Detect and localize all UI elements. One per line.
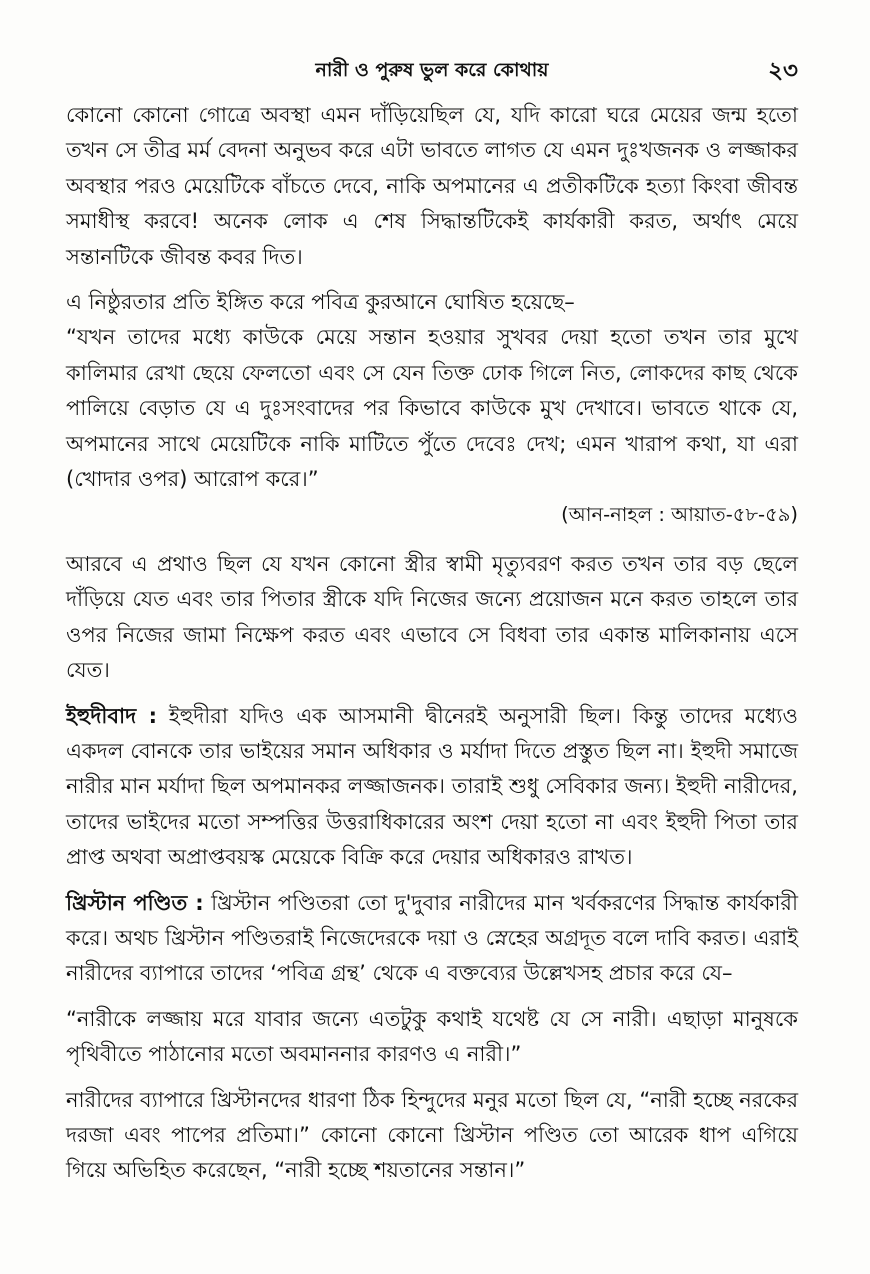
quran-citation: (আন-নাহল : আয়াত-৫৮-৫৯) xyxy=(561,503,798,527)
paragraph-christian-views: নারীদের ব্যাপারে খ্রিস্টানদের ধারণা ঠিক হিন্দুদের মনুর মতো ছিল যে, “নারী হচ্ছে নরকের দরজা এবং পাপের প্রতিমা।” কোনো কোনো খ্রিস্টান পণ্ডিত তো আরেক ধাপ এগিয়ে গিয়ে অভিহিত করেছেন, “নারী হচ্ছে শয়তানের সন্তান।” xyxy=(66,1087,798,1183)
quran-intro: এ নিষ্ঠুরতার প্রতি ইঙ্গিত করে পবিত্র কুরআনে ঘোষিত হয়েছে– xyxy=(66,290,575,315)
paragraph-judaism xyxy=(66,699,798,876)
paragraph-judaism-text: ইহুদীরা যদিও এক আসমানী দ্বীনেরই অনুসারী ছিল। কিন্তু তাদের মধ্যেও একদল বোনকে তার ভাইয়ের সমান অধিকার ও মর্যাদা দিতে প্রস্তুত ছিল না। ইহুদী সমাজে নারীর মান মর্যাদা ছিল অপমানকর লজ্জাজনক। তারাই শুধু সেবিকার জন্য। ইহুদী নারীদের, তাদের ভাইদের মতো সম্পত্তির উত্তরাধিকারের অংশ দেয়া হতো না এবং ইহুদী পিতা তার প্রাপ্ত অথবা অপ্রাপ্তবয়স্ক মেয়েকে বিক্রি করে দেয়ার অধিকারও রাখত। xyxy=(66,703,798,870)
page-number: ২৩ xyxy=(768,58,798,84)
paragraph-female-infanticide: কোনো কোনো গোত্রে অবস্থা এমন দাঁড়িয়েছিল যে, যদি কারো ঘরে মেয়ের জন্ম হতো তখন সে তীব্র মর্ম বেদনা অনুভব করে এটা ভাবতে লাগত যে এমন দুঃখজনক ও লজ্জাকর অবস্থার পরও মেয়েটিকে বাঁচতে দেবে, নাকি অপমানের এ প্রতীকটিকে হত্যা কিংবা জীবন্ত সমাধীস্থ করবে! অনেক লোক এ শেষ সিদ্ধান্তটিকেই কার্যকারী করত, অর্থাৎ মেয়ে সন্তানটিকে জীবন্ত কবর দিত। xyxy=(66,103,798,269)
section-label-judaism: ইহুদীবাদ : xyxy=(66,703,158,728)
paragraph-arab-widow-custom: আরবে এ প্রথাও ছিল যে যখন কোনো স্ত্রীর স্বামী মৃত্যুবরণ করত তখন তার বড় ছেলে দাঁড়িয়ে যেত এবং তার পিতার স্ত্রীকে যদি নিজের জন্যে প্রয়োজন মনে করত তাহলে তার ওপর নিজের জামা নিক্ষেপ করত এবং এভাবে সে বিধবা তার একান্ত মালিকানায় এসে যেত। xyxy=(66,551,798,683)
christian-quote: “নারীকে লজ্জায় মরে যাবার জন্যে এতটুকু কথাই যথেষ্ট যে সে নারী। এছাড়া মানুষকে পৃথিবীতে পাঠানোর মতো অবমাননার কারণও এ নারী।” xyxy=(66,1006,798,1067)
running-title: নারী ও পুরুষ ভুল করে কোথায় xyxy=(315,59,549,81)
body-text xyxy=(66,98,798,1189)
paragraph-christian-scholars xyxy=(66,886,798,992)
section-label-christian: খ্রিস্টান পণ্ডিত : xyxy=(66,890,204,915)
running-header xyxy=(66,48,798,98)
paragraph-christian-text: খ্রিস্টান পণ্ডিতরা তো দু'দুবার নারীদের মান খর্বকরণের সিদ্ধান্ত কার্যকারী করে। অথচ খ্রিস্টান পণ্ডিতরাই নিজেদেরকে দয়া ও স্নেহের অগ্রদূত বলে দাবি করত। এরাই নারীদের ব্যাপারে তাদের ‘পবিত্র গ্রন্থ’ থেকে এ বক্তব্যের উল্লেখসহ প্রচার করে যে– xyxy=(66,890,798,986)
quran-quote: “যখন তাদের মধ্যে কাউকে মেয়ে সন্তান হওয়ার সুখবর দেয়া হতো তখন তার মুখে কালিমার রেখা ছেয়ে ফেলতো এবং সে যেন তিক্ত ঢোক গিলে নিত, লোকদের কাছ থেকে পালিয়ে বেড়াত যে এ দুঃসংবাদের পর কিভাবে কাউকে মুখ দেখাবে। ভাবতে থাকে যে, অপমানের সাথে মেয়েটিকে নাকি মাটিতে পুঁতে দেবেঃ দেখ; এমন খারাপ কথা, যা এরা (খোদার ওপর) আরোপ করে।” xyxy=(66,325,798,492)
